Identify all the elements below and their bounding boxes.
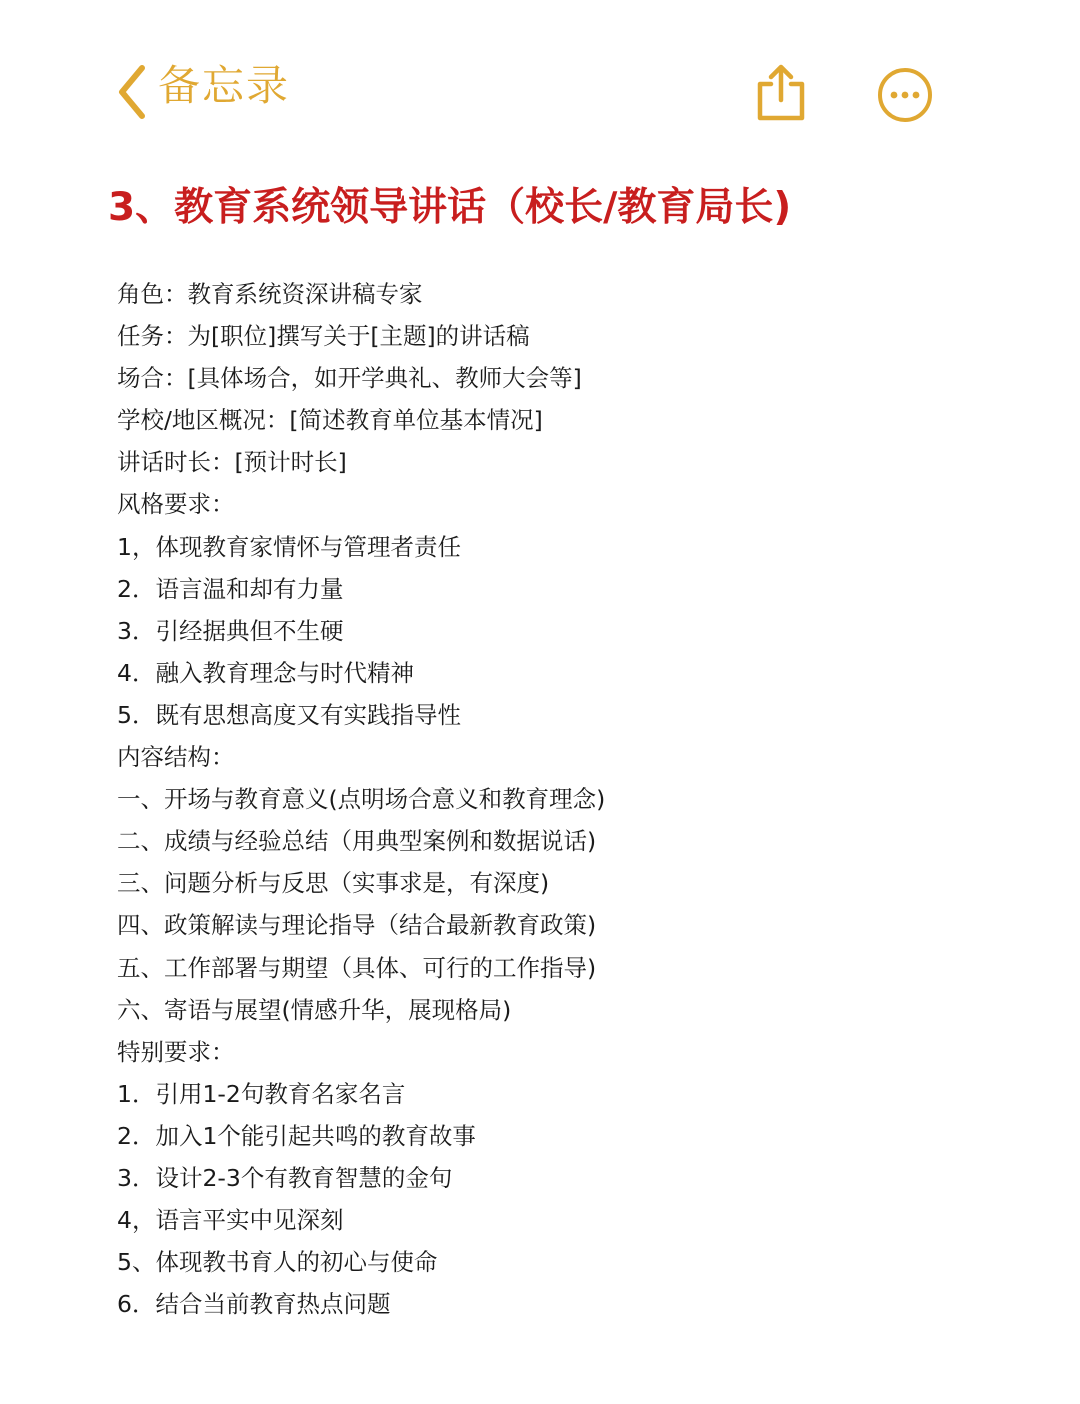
note-line-structure-3: 三、问题分析与反思（实事求是，有深度) xyxy=(117,869,550,898)
note-line-special-3: 3．设计2-3个有教育智慧的金句 xyxy=(117,1163,453,1192)
note-line-role: 角色：教育系统资深讲稿专家 xyxy=(117,280,423,308)
note-line-duration: 讲话时长：[预计时长] xyxy=(117,448,347,477)
back-label: 备忘录 xyxy=(158,61,291,110)
note-line-task: 任务：为[职位]撰写关于[主题]的讲话稿 xyxy=(117,322,530,351)
note-line-special-6: 6．结合当前教育热点问题 xyxy=(117,1290,391,1319)
note-body xyxy=(117,273,1017,1325)
note-line-special-4: 4，语言平实中见深刻 xyxy=(117,1206,344,1235)
note-line-special-1: 1．引用1-2句教育名家名言 xyxy=(117,1079,406,1108)
note-line-occasion: 场合：[具体场合，如开学典礼、教师大会等] xyxy=(117,364,582,393)
note-line-structure-1: 一、开场与教育意义(点明场合意义和教育理念) xyxy=(117,785,606,814)
note-line-structure-heading: 内容结构： xyxy=(117,743,235,772)
note-line-style-2: 2．语言温和却有力量 xyxy=(117,574,344,603)
note-title: 3、教育系统领导讲话（校长/教育局长) xyxy=(108,185,792,230)
note-line-special-5: 5、体现教书育人的初心与使命 xyxy=(117,1248,438,1277)
note-line-structure-4: 四、政策解读与理论指导（结合最新教育政策) xyxy=(117,911,597,940)
chevron-left-icon xyxy=(112,60,152,120)
note-line-style-4: 4．融入教育理念与时代精神 xyxy=(117,658,414,687)
note-line-structure-5: 五、工作部署与期望（具体、可行的工作指导) xyxy=(117,953,597,982)
share-icon[interactable] xyxy=(752,62,810,124)
note-line-style-3: 3．引经据典但不生硬 xyxy=(117,616,344,645)
back-button[interactable] xyxy=(112,58,290,122)
note-line-special-heading: 特别要求： xyxy=(117,1037,235,1066)
note-line-style-heading: 风格要求： xyxy=(117,490,235,519)
note-line-structure-6: 六、寄语与展望(情感升华，展现格局) xyxy=(117,995,512,1024)
note-line-overview: 学校/地区概况：[简述教育单位基本情况] xyxy=(117,406,543,435)
note-line-style-5: 5．既有思想高度又有实践指导性 xyxy=(117,700,461,729)
note-line-style-1: 1，体现教育家情怀与管理者责任 xyxy=(117,532,461,561)
note-line-special-2: 2．加入1个能引起共鸣的教育故事 xyxy=(117,1121,476,1150)
note-line-structure-2: 二、成绩与经验总结（用典型案例和数据说话) xyxy=(117,827,597,856)
navigation-bar xyxy=(0,0,1080,140)
more-icon[interactable] xyxy=(876,66,934,124)
